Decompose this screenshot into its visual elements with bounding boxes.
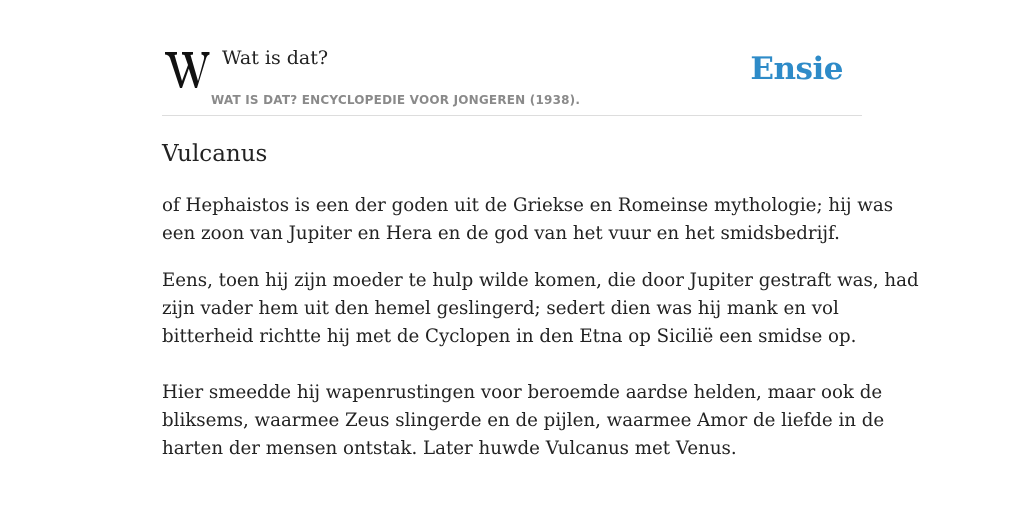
encyclopedia-page	[162, 0, 919, 512]
article-paragraph-3	[162, 379, 885, 463]
paragraph-line: zijn vader hem uit den hemel geslingerd; sedert dien was hij mank en vol	[162, 298, 839, 319]
paragraph-line: harten der mensen ontstak. Later huwde Vulcanus met Venus.	[162, 438, 737, 459]
paragraph-line: of Hephaistos is een der goden uit de Griekse en Romeinse mythologie; hij was	[162, 195, 894, 216]
entry-title: Vulcanus	[162, 141, 268, 167]
source-title[interactable]: Wat is dat?	[222, 47, 329, 69]
paragraph-line: bitterheid richtte hij met de Cyclopen in den Etna op Sicilië een smidse op.	[162, 326, 857, 347]
paragraph-line: Eens, toen hij zijn moeder te hulp wilde komen, die door Jupiter gestraft was, had	[162, 270, 919, 291]
paragraph-line: een zoon van Jupiter en Hera en de god van het vuur en het smidsbedrijf.	[162, 223, 840, 244]
paragraph-line: bliksems, waarmee Zeus slingerde en de pijlen, waarmee Amor de liefde in de	[162, 410, 885, 431]
ensie-brand-link[interactable]: Ensie	[750, 51, 843, 87]
article-paragraph-1	[162, 192, 894, 248]
source-subtitle[interactable]: WAT IS DAT? ENCYCLOPEDIE VOOR JONGEREN (1938).	[211, 93, 581, 107]
source-header	[162, 0, 862, 116]
article-paragraph-2	[162, 267, 919, 351]
paragraph-line: Hier smeedde hij wapenrustingen voor beroemde aardse helden, maar ook de	[162, 382, 883, 403]
wikipedia-w-icon	[164, 50, 210, 90]
